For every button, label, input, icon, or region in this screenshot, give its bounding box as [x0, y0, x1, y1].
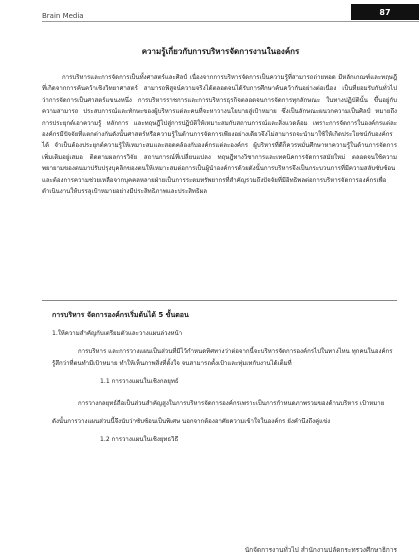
- section-divider: [42, 300, 397, 301]
- subitem-1-2-title: 1.2 การวางแผนในเชิงยุทธวิธี: [100, 436, 179, 443]
- paragraph: การบริหารและการจัดการเป็นทั้งศาสตร์และศิลป์ เนื่องจากการบริหารจัดการเป็นความรู้ที่สามารถถ่ายทอด มีหลักเกณฑ์และทฤษฎีที่เกิดจากการค้นคว้าเชิงวิทยาศาสตร์ สามารถพิสูจน์ความจริงได้ตลอดจนได้รับการศึกษาค้นคว้ากันอย่างต่อเนื่อง เป็นที่ยอมรับกันทั่วไปว่าการจัดการเป็นศาสตร์แขนงหนึ่ง การบริหารราชการและการบริหารธุรกิจตลอดจนการจัดการทุกลักษณะ ในทางปฏิบัตินั้น ขึ้นอยู่กับความสามารถ ประสบการณ์และทักษะของผู้บริหารแต่ละคนที่จะหาวางนโยบายสู่เป้าหมาย ซึ่งเป็นลักษณะผนวกความเป็นศิลป์ หมายถึงการประยุกต์เอาความรู้ หลักการ และทฤษฎีไปสู่การปฏิบัติให้เหมาะสมกับสถานการณ์และสิ่งแวดล้อม เพราะการจัดการในองค์กรแต่ละองค์กรมีปัจจัยที่แตกต่างกันดังนั้นศาสตร์หรือความรู้ในด้านการจัดการเพียงอย่างเดียวจึงไม่สามารถจะนำมาใช้ให้เกิดประโยชน์กับองค์กรได้ จำเป็นต้องประยุกต์ความรู้ให้เหมาะสมและสอดคล้องกับองค์กรแต่ละองค์กร ผู้บริหารที่ดีก็ควรหมั่นศึกษาหาความรู้ในด้านการจัดการเพิ่มเติมอยู่เสมอ ติดตามผลการวิจัย สถานการณ์ที่เปลี่ยนแปลง ทฤษฎีทางวิชาการและเทคนิคการจัดการสมัยใหม่ ตลอดจนใช้ความพยายามของตนมาปรับปรุงบุคลิกของตนให้เหมาะสมต่อการเป็นผู้นำองค์การด้วยดังนั้นการบริหารจึงเป็นกระบวนการที่มีความสลับซับซ้อนและต้องการความช่วยเหลือจากบุคคลหลายฝ่ายเป็นการระดมทรัพยากรที่สำคัญรวมถึงปัจจัยที่มีอิทธิพลต่อการบริหารจัดการองค์กรเพื่อดำเนินงานให้บรรลุเป้าหมายอย่างมีประสิทธิภาพและประสิทธิผล: [42, 74, 397, 196]
- subitem-1-1-text-cont: ดังนั้นการวางแผนส่วนนี้จึงนับว่าซับซ้อนเป็นพิเศษ นอกจากต้องอาศัยความเข้าใจในองค์กร ยังคำนึงถึงคู่แข่ง: [52, 418, 331, 425]
- body-text: [42, 72, 397, 207]
- section-body: [52, 328, 397, 456]
- header-divider: [42, 21, 419, 22]
- item-1-title: 1.ให้ความสำคัญกับเตรียมตัวและวางแผนล่วงหน้า: [52, 330, 183, 337]
- footer-text: นักจัดการงานทั่วไป สำนักงานปลัดกระทรวงศึกษาธิการ: [244, 546, 397, 554]
- subitem-1-1-title: 1.1 การวางแผนในเชิงกลยุทธ์: [100, 378, 179, 385]
- page-number-badge: 87: [351, 4, 419, 20]
- publisher-label: Brain Media: [42, 12, 84, 20]
- page-title: ความรู้เกี่ยวกับการบริหารจัดการงานในองค์กร: [141, 47, 300, 56]
- item-1-text: การบริหาร และการวางแผนเป็นส่วนที่มีไว้กำหนดทิศทางว่าต่อจากนี้จะบริหารจัดการองค์กรไปในทางไหน ทุกคนในองค์กรรู้สึกว่าที่ตนทำมีเป้าหมาย ทำให้เห็นภาพสิ่งที่ตั้งใจ จนสามารถตั้งเป้าและทุ่มเทกับงานได้เต็มที่: [52, 348, 393, 367]
- subitem-1-1-text: การวางกลยุทธ์ถือเป็นส่วนสำคัญสูงในการบริหารจัดการองค์กรเพราะเป็นการกำหนดภาพรวมของด้านบริหาร เป้าหมาย: [78, 400, 385, 407]
- section-heading: การบริหาร จัดการองค์กรเริ่มต้นได้ 5 ขั้นตอน: [52, 311, 189, 319]
